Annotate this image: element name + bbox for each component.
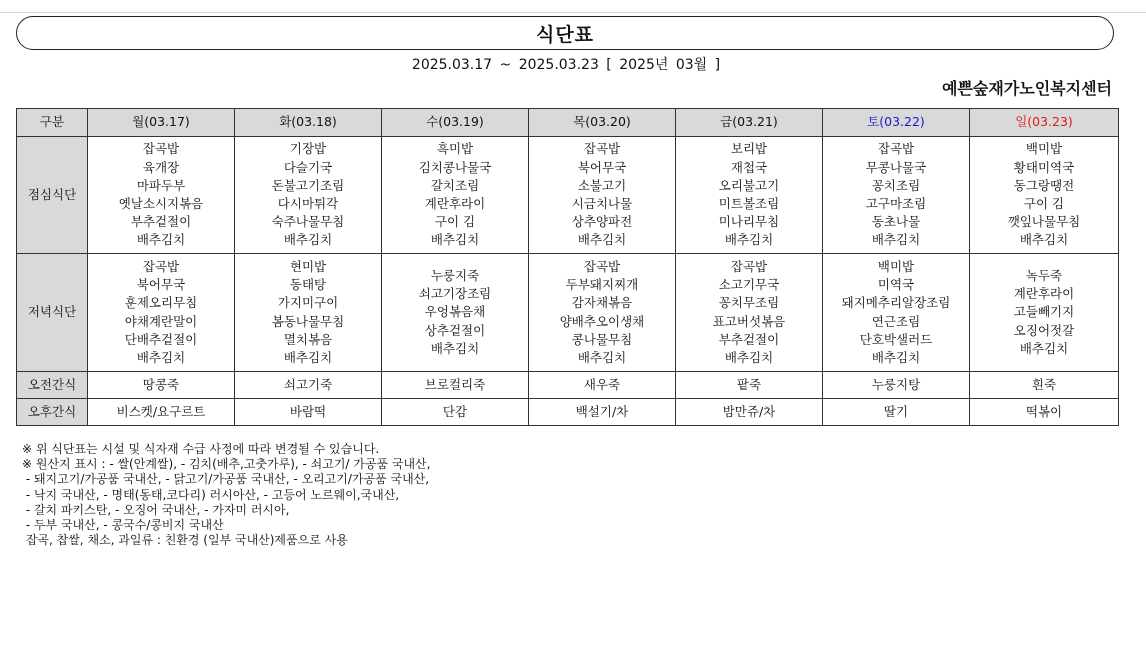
menu-item: 감자채볶음: [571, 295, 633, 311]
menu-item: 백미밥: [1025, 141, 1063, 157]
menu-item: 미역국: [877, 277, 915, 293]
menu-item: 배추김치: [724, 232, 774, 248]
menu-item: 백설기/차: [575, 403, 629, 419]
category-header: 구분: [17, 109, 88, 137]
menu-item: 시금치나물: [571, 196, 633, 211]
menu-cell-morning-snack-fri: [676, 372, 823, 399]
menu-item: 부추겉절이: [718, 331, 780, 347]
page-top-rule: [0, 0, 1146, 13]
menu-item: 녹두죽: [1025, 267, 1063, 283]
menu-item: 배추김치: [577, 232, 627, 248]
menu-item: 고구마조림: [865, 196, 927, 211]
menu-item: 누룽지탕: [871, 376, 921, 392]
menu-cell-dinner-fri: [676, 254, 823, 372]
menu-item: 북어무국: [577, 159, 627, 175]
menu-item: 양배추오이생채: [559, 313, 645, 329]
menu-item: 깻잎나물무침: [1007, 214, 1081, 230]
menu-item: 현미밥: [289, 258, 327, 274]
table-row-dinner: [17, 254, 1119, 372]
menu-item: 배추김치: [724, 349, 774, 365]
title-box: [16, 16, 1114, 50]
menu-cell-lunch-tue: [235, 137, 382, 254]
menu-item: 우엉볶음채: [424, 304, 486, 320]
menu-item: 숙주나물무침: [271, 214, 345, 230]
menu-item: 배추김치: [871, 232, 921, 248]
menu-item: 배추김치: [430, 340, 480, 356]
menu-cell-dinner-mon: [88, 254, 235, 372]
menu-item: 바람떡: [289, 403, 327, 419]
row-label-lunch: 점심식단: [17, 137, 88, 254]
menu-item: 콩나물무침: [571, 331, 633, 347]
menu-cell-morning-snack-mon: [88, 372, 235, 399]
menu-cell-morning-snack-tue: [235, 372, 382, 399]
menu-item: 배추김치: [577, 349, 627, 365]
menu-cell-afternoon-snack-mon: [88, 399, 235, 426]
date-period: 2025.03.17 ~ 2025.03.23 [ 2025년 03월 ]: [411, 57, 721, 73]
menu-item: 단배추겉절이: [124, 331, 198, 347]
menu-cell-dinner-thu: [529, 254, 676, 372]
menu-item: 표고버섯볶음: [712, 313, 786, 329]
menu-item: 배추김치: [871, 349, 921, 365]
menu-item: 잡곡밥: [142, 141, 180, 157]
menu-cell-lunch-fri: [676, 137, 823, 254]
menu-cell-dinner-sun: [970, 254, 1119, 372]
menu-cell-afternoon-snack-tue: [235, 399, 382, 426]
menu-item: 재첩국: [730, 159, 768, 175]
menu-item: 새우죽: [583, 376, 621, 392]
menu-item: 배추김치: [283, 232, 333, 248]
row-label-dinner: 저녁식단: [17, 254, 88, 372]
organization-name: 예쁜숲재가노인복지센터: [941, 79, 1112, 98]
notes: [22, 442, 430, 548]
menu-item: 부추겉절이: [130, 214, 192, 230]
menu-item: 꽁치무조림: [718, 295, 780, 311]
menu-item: 백미밥: [877, 258, 915, 274]
menu-cell-lunch-sat: [823, 137, 970, 254]
menu-item: 무콩나물국: [865, 159, 927, 175]
menu-item: 배추김치: [283, 349, 333, 365]
menu-item: 오리불고기: [718, 177, 780, 193]
menu-item: 배추김치: [136, 232, 186, 248]
menu-cell-lunch-sun: [970, 137, 1119, 254]
menu-item: 동그랑땡전: [1013, 177, 1075, 193]
menu-item: 옛날소시지볶음: [118, 196, 204, 211]
day-header-tue: 화(03.18): [235, 109, 382, 137]
menu-cell-dinner-wed: [382, 254, 529, 372]
menu-item: 보리밥: [730, 141, 768, 157]
menu-cell-morning-snack-sun: [970, 372, 1119, 399]
menu-item: 구이 김: [1023, 196, 1065, 211]
menu-item: 소고기무국: [718, 277, 780, 293]
menu-item: 황태미역국: [1013, 159, 1075, 175]
menu-item: 흑미밥: [436, 141, 474, 157]
menu-cell-lunch-thu: [529, 137, 676, 254]
day-header-mon: 월(03.17): [88, 109, 235, 137]
note-line: ※ 원산지 표시 : - 쌀(안계쌀), - 김치(배추,고춧가루), - 쇠고기/ 가공품 국내산,: [22, 457, 431, 472]
menu-item: 상추겉절이: [424, 322, 486, 338]
menu-item: 잡곡밥: [583, 258, 621, 274]
menu-cell-dinner-sat: [823, 254, 970, 372]
page-title: 식단표: [535, 23, 595, 46]
table-header-row: [17, 109, 1119, 137]
note-line: - 낙지 국내산, - 명태(동태,코다리) 러시아산, - 고등어 노르웨이,국내산,: [22, 487, 400, 502]
meal-table: [16, 108, 1119, 426]
menu-item: 다시마튀각: [277, 196, 339, 211]
menu-item: 기장밥: [289, 141, 327, 157]
menu-item: 잡곡밥: [877, 141, 915, 157]
menu-item: 잡곡밥: [583, 141, 621, 157]
menu-item: 돈불고기조림: [271, 177, 345, 193]
menu-item: 동초나물: [871, 214, 921, 230]
menu-item: 쇠고기장조림: [418, 286, 492, 302]
menu-item: 배추김치: [430, 232, 480, 248]
menu-item: 고들빼기지: [1013, 304, 1075, 320]
menu-item: 떡볶이: [1025, 403, 1063, 419]
menu-item: 브로컬리죽: [424, 376, 486, 392]
menu-item: 마파두부: [136, 177, 186, 193]
note-line: ※ 위 식단표는 시설 및 식자재 수급 사정에 따라 변경될 수 있습니다.: [22, 442, 380, 456]
menu-item: 다슬기국: [283, 159, 333, 175]
menu-item: 미트볼조림: [718, 196, 780, 211]
menu-item: 배추김치: [1019, 232, 1069, 248]
note-line: - 돼지고기/가공품 국내산, - 닭고기/가공품 국내산, - 오리고기/가공품 국내산,: [22, 472, 430, 487]
menu-item: 쇠고기죽: [283, 376, 333, 392]
menu-cell-morning-snack-thu: [529, 372, 676, 399]
menu-item: 잡곡밥: [730, 258, 768, 274]
menu-item: 누룽지죽: [430, 267, 480, 283]
menu-item: 밤만쥬/차: [722, 403, 776, 419]
menu-item: 김치콩나물국: [418, 159, 492, 175]
menu-item: 땅콩죽: [142, 376, 180, 392]
menu-item: 상추양파전: [571, 214, 633, 230]
menu-item: 돼지메추리알장조림: [841, 295, 951, 311]
menu-item: 봄동나물무침: [271, 313, 345, 329]
menu-item: 두부돼지찌개: [565, 277, 639, 293]
menu-item: 흰죽: [1031, 376, 1057, 392]
menu-item: 단호박샐러드: [859, 331, 933, 347]
menu-item: 오징어젓갈: [1013, 322, 1075, 338]
day-header-sun: 일(03.23): [970, 109, 1119, 137]
menu-cell-lunch-wed: [382, 137, 529, 254]
row-label-afternoon-snack: 오후간식: [17, 399, 88, 426]
menu-item: 계란후라이: [424, 196, 486, 211]
menu-item: 팥죽: [736, 376, 762, 392]
table-row-afternoon-snack: [17, 399, 1119, 426]
menu-cell-lunch-mon: [88, 137, 235, 254]
menu-item: 멸치볶음: [283, 331, 333, 347]
menu-item: 갈치조림: [430, 177, 480, 193]
menu-item: 구이 김: [434, 214, 476, 230]
menu-item: 딸기: [883, 403, 909, 419]
menu-item: 훈제오리무침: [124, 295, 198, 311]
menu-item: 배추김치: [136, 349, 186, 365]
menu-cell-afternoon-snack-wed: [382, 399, 529, 426]
menu-item: 육개장: [142, 159, 180, 175]
menu-item: 배추김치: [1019, 340, 1069, 356]
menu-cell-afternoon-snack-sat: [823, 399, 970, 426]
day-header-wed: 수(03.19): [382, 109, 529, 137]
menu-item: 야채계란말이: [124, 313, 198, 329]
day-header-thu: 목(03.20): [529, 109, 676, 137]
day-header-fri: 금(03.21): [676, 109, 823, 137]
note-line: - 갈치 파키스탄, - 오징어 국내산, - 가자미 러시아,: [22, 502, 290, 517]
note-line: 잡곡, 찹쌀, 채소, 과일류 : 친환경 (일부 국내산)제품으로 사용: [22, 533, 348, 548]
menu-item: 단감: [442, 403, 468, 419]
menu-cell-dinner-tue: [235, 254, 382, 372]
menu-cell-afternoon-snack-fri: [676, 399, 823, 426]
menu-item: 가지미구이: [277, 295, 339, 311]
menu-item: 잡곡밥: [142, 258, 180, 274]
menu-item: 미나리무침: [718, 214, 780, 230]
menu-item: 동태탕: [289, 277, 327, 293]
table-row-lunch: [17, 137, 1119, 254]
menu-item: 꽁치조림: [871, 177, 921, 193]
menu-cell-morning-snack-wed: [382, 372, 529, 399]
table-row-morning-snack: [17, 372, 1119, 399]
menu-item: 비스켓/요구르트: [116, 403, 206, 419]
menu-cell-afternoon-snack-thu: [529, 399, 676, 426]
day-header-sat: 토(03.22): [823, 109, 970, 137]
note-line: - 두부 국내산, - 콩국수/콩비지 국내산: [22, 518, 224, 533]
menu-cell-afternoon-snack-sun: [970, 399, 1119, 426]
menu-item: 연근조림: [871, 313, 921, 329]
menu-item: 소불고기: [577, 177, 627, 193]
row-label-morning-snack: 오전간식: [17, 372, 88, 399]
menu-item: 계란후라이: [1013, 286, 1075, 302]
menu-item: 북어무국: [136, 277, 186, 293]
menu-cell-morning-snack-sat: [823, 372, 970, 399]
